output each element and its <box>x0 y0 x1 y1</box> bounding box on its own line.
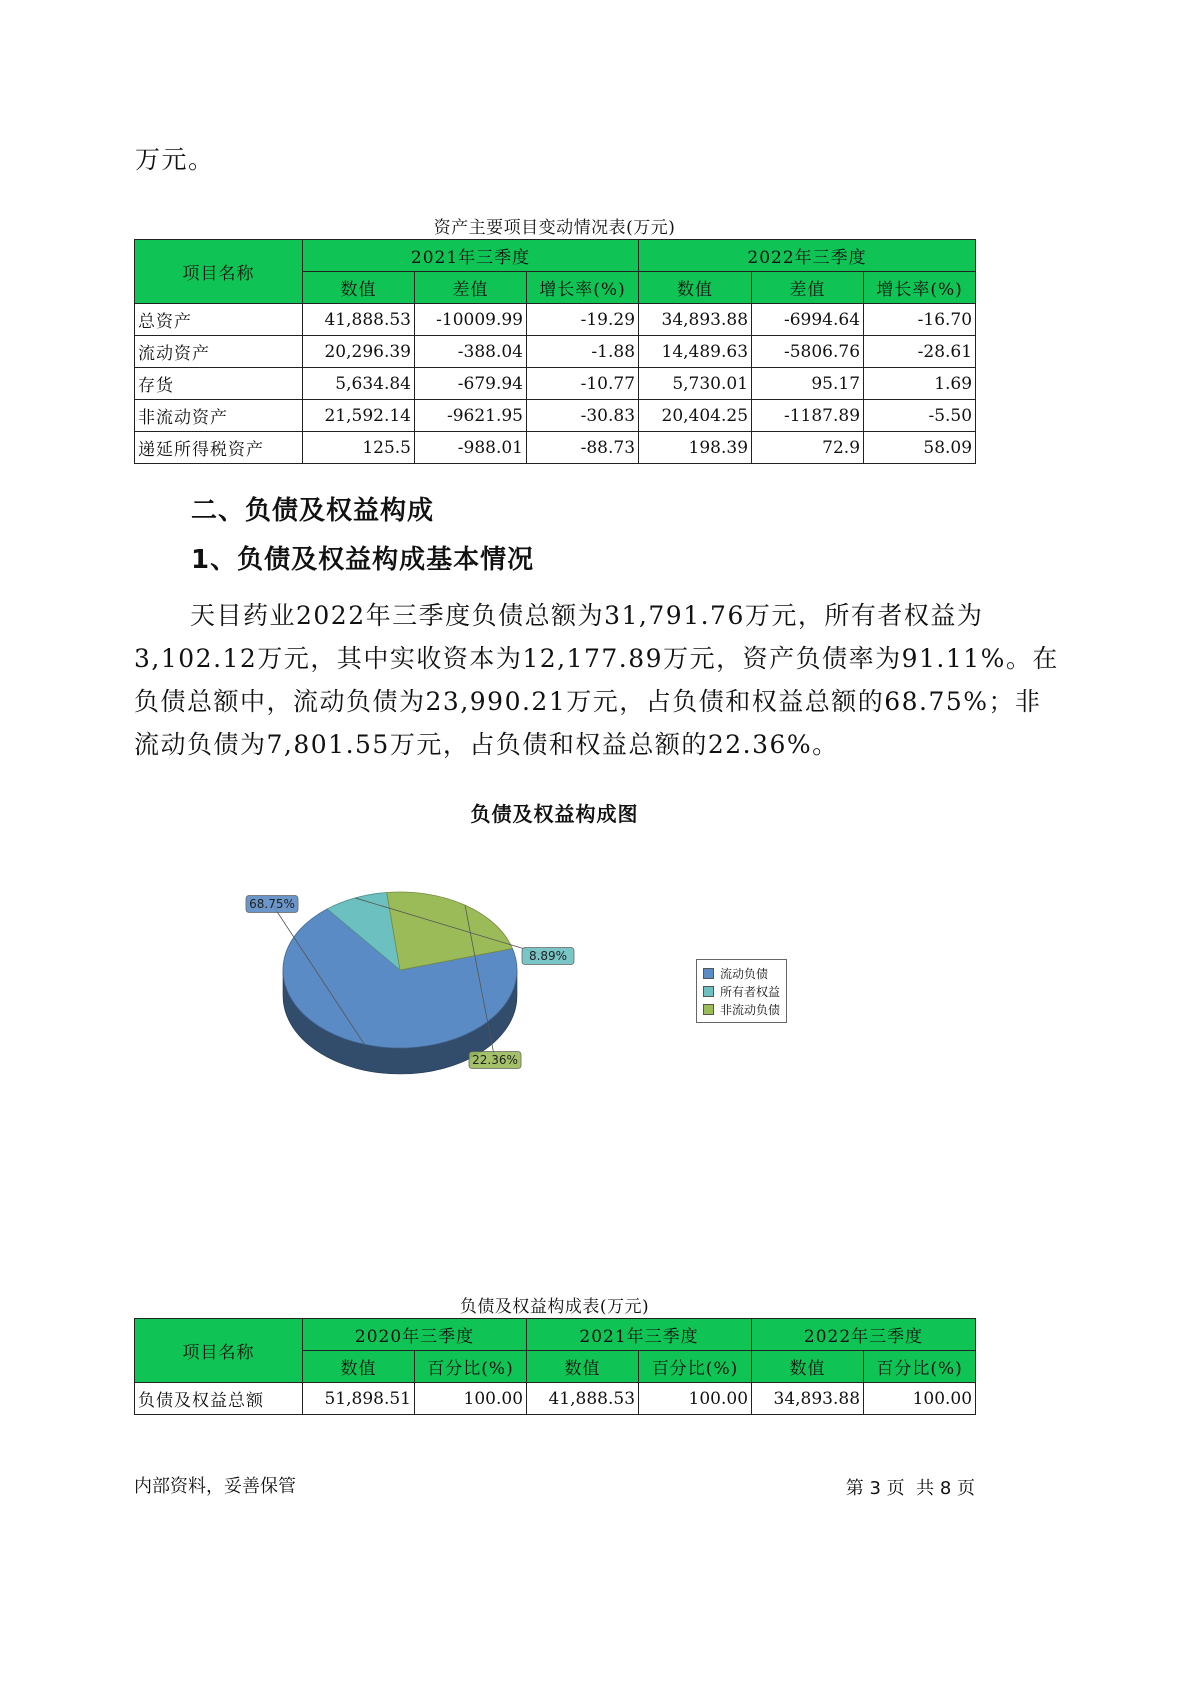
row-label: 负债及权益总额 <box>135 1383 303 1415</box>
cell: -10009.99 <box>415 304 527 336</box>
legend-item <box>703 1000 780 1018</box>
cell: -5806.76 <box>752 336 864 368</box>
cell: 95.17 <box>752 368 864 400</box>
header-item-name: 项目名称 <box>135 240 303 304</box>
cell: 198.39 <box>639 432 752 464</box>
subheader-value: 数值 <box>303 1351 415 1383</box>
cell: 72.9 <box>752 432 864 464</box>
cell: 41,888.53 <box>527 1383 639 1415</box>
cell: 100.00 <box>864 1383 976 1415</box>
cell: 1.69 <box>864 368 976 400</box>
continued-text: 万元。 <box>135 145 215 174</box>
liability-equity-table <box>134 1318 976 1415</box>
table-row <box>135 336 976 368</box>
subheader-value: 数值 <box>527 1351 639 1383</box>
cell: 20,296.39 <box>303 336 415 368</box>
cell: 5,730.01 <box>639 368 752 400</box>
cell: -388.04 <box>415 336 527 368</box>
cell: -16.70 <box>864 304 976 336</box>
table-row <box>135 432 976 464</box>
header-period: 2022年三季度 <box>752 1319 976 1351</box>
table-row <box>135 368 976 400</box>
asset-change-table <box>134 239 976 464</box>
cell: 58.09 <box>864 432 976 464</box>
cell: 14,489.63 <box>639 336 752 368</box>
page-number: 第 3 页 共 8 页 <box>845 1478 975 1499</box>
data-label: 8.89% <box>528 949 568 963</box>
subheader-percent: 百分比(%) <box>415 1351 527 1383</box>
subheader-percent: 百分比(%) <box>864 1351 976 1383</box>
cell: -9621.95 <box>415 400 527 432</box>
cell: 41,888.53 <box>303 304 415 336</box>
cell: -88.73 <box>527 432 639 464</box>
footer-confidential: 内部资料，妥善保管 <box>134 1476 296 1497</box>
cell: -10.77 <box>527 368 639 400</box>
cell: -28.61 <box>864 336 976 368</box>
cell: -30.83 <box>527 400 639 432</box>
table-row <box>135 304 976 336</box>
legend-item <box>703 964 780 982</box>
header-period: 2021年三季度 <box>303 240 639 272</box>
section-heading: 二、负债及权益构成 <box>191 496 435 526</box>
cell: 34,893.88 <box>639 304 752 336</box>
legend-swatch <box>703 1004 714 1015</box>
table2-caption: 负债及权益构成表(万元) <box>459 1297 650 1317</box>
row-label: 递延所得税资产 <box>135 432 303 464</box>
subheader-value: 数值 <box>639 272 752 304</box>
legend-swatch <box>703 986 714 997</box>
cell: 5,634.84 <box>303 368 415 400</box>
cell: 20,404.25 <box>639 400 752 432</box>
cell: 34,893.88 <box>752 1383 864 1415</box>
paragraph-line: 负债总额中，流动负债为23,990.21万元，占负债和权益总额的68.75%；非 <box>134 687 1042 716</box>
cell: 100.00 <box>415 1383 527 1415</box>
subheader-growth: 增长率(%) <box>864 272 976 304</box>
data-label: 68.75% <box>249 897 295 911</box>
legend-label: 所有者权益 <box>720 984 781 999</box>
subheader-value: 数值 <box>303 272 415 304</box>
cell: -6994.64 <box>752 304 864 336</box>
header-period: 2022年三季度 <box>639 240 976 272</box>
cell: -1.88 <box>527 336 639 368</box>
row-label: 流动资产 <box>135 336 303 368</box>
row-label: 非流动资产 <box>135 400 303 432</box>
subheader-diff: 差值 <box>415 272 527 304</box>
row-label: 总资产 <box>135 304 303 336</box>
chart-legend <box>696 959 787 1023</box>
table1-caption: 资产主要项目变动情况表(万元) <box>433 218 676 238</box>
subheader-diff: 差值 <box>752 272 864 304</box>
cell: -5.50 <box>864 400 976 432</box>
header-item-name: 项目名称 <box>135 1319 303 1383</box>
header-period: 2020年三季度 <box>303 1319 527 1351</box>
header-period: 2021年三季度 <box>527 1319 752 1351</box>
subheader-percent: 百分比(%) <box>639 1351 752 1383</box>
subheader-growth: 增长率(%) <box>527 272 639 304</box>
cell: -988.01 <box>415 432 527 464</box>
cell: 51,898.51 <box>303 1383 415 1415</box>
sub-heading: 1、负债及权益构成基本情况 <box>191 545 535 575</box>
table-row <box>135 400 976 432</box>
cell: -679.94 <box>415 368 527 400</box>
cell: 21,592.14 <box>303 400 415 432</box>
cell: -19.29 <box>527 304 639 336</box>
legend-item <box>703 982 780 1000</box>
cell: 125.5 <box>303 432 415 464</box>
paragraph-line: 3,102.12万元，其中实收资本为12,177.89万元，资产负债率为91.11%。在 <box>134 644 1059 673</box>
paragraph-line: 天目药业2022年三季度负债总额为31,791.76万元，所有者权益为 <box>190 601 984 630</box>
subheader-value: 数值 <box>752 1351 864 1383</box>
legend-label: 非流动负债 <box>720 1002 781 1017</box>
data-label: 22.36% <box>472 1053 518 1067</box>
cell: -1187.89 <box>752 400 864 432</box>
chart-title: 负债及权益构成图 <box>470 802 639 826</box>
table-row <box>135 1383 976 1415</box>
paragraph-line: 流动负债为7,801.55万元，占负债和权益总额的22.36%。 <box>134 730 839 759</box>
cell: 100.00 <box>639 1383 752 1415</box>
legend-swatch <box>703 968 714 979</box>
legend-label: 流动负债 <box>720 966 769 981</box>
row-label: 存货 <box>135 368 303 400</box>
pie-chart <box>230 870 610 1090</box>
